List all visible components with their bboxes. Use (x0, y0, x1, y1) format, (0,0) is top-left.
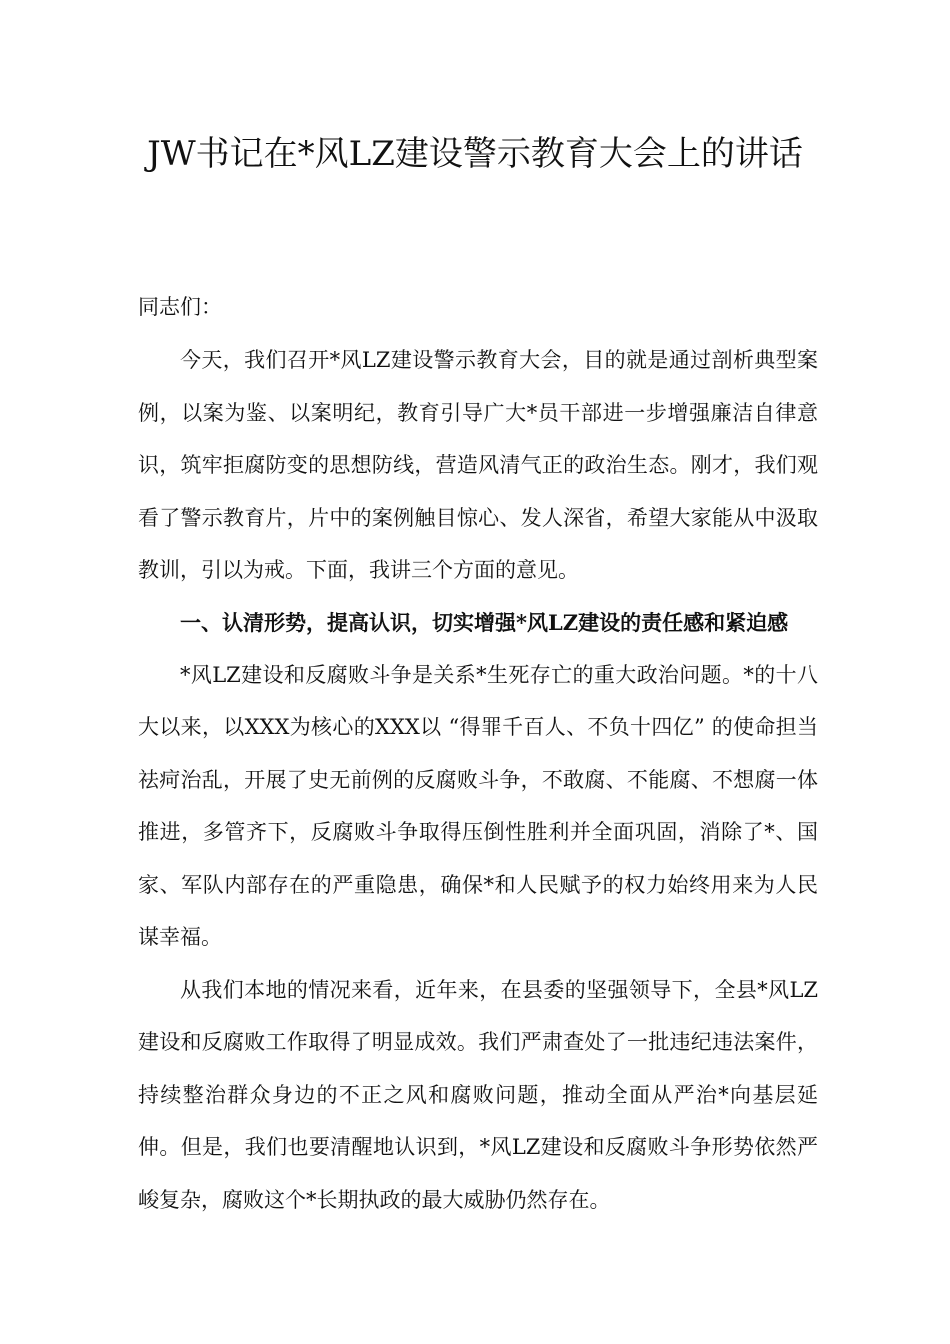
section-paragraph-2: 从我们本地的情况来看，近年来，在县委的坚强领导下，全县*风LZ建设和反腐败工作取得了明显成效。我们严肃查处了一批违纪违法案件，持续整治群众身边的不正之风和腐败问题，推动全面从严治*向基层延伸。但是，我们也要清醒地认识到，*风LZ建设和反腐败斗争形势依然严峻复杂，腐败这个*长期执政的最大威胁仍然存在。 (138, 977, 818, 1212)
document-body (138, 280, 818, 1226)
section-paragraph-1: *风LZ建设和反腐败斗争是关系*生死存亡的重大政治问题。*的十八大以来，以XXX为核心的XXX以 “得罪千百人、不负十四亿” 的使命担当祛疴治乱，开展了史无前例的反腐败斗争，不敢腐、不能腐、不想腐一体推进，多管齐下，反腐败斗争取得压倒性胜利并全面巩固，消除了*、国家、军队内部存在的严重隐患，确保*和人民赋予的权力始终用来为人民谋幸福。 (138, 662, 818, 949)
intro-paragraph: 今天，我们召开*风LZ建设警示教育大会，目的就是通过剖析典型案例，以案为鉴、以案明纪，教育引导广大*员干部进一步增强廉洁自律意识，筑牢拒腐防变的思想防线，营造风清气正的政治生态。刚才，我们观看了警示教育片，片中的案例触目惊心、发人深省，希望大家能从中汲取教训，引以为戒。下面，我讲三个方面的意见。 (138, 348, 818, 582)
section-heading: 一、认清形势，提高认识，切实增强*风LZ建设的责任感和紧迫感 (180, 609, 789, 635)
salutation: 同志们： (138, 295, 222, 319)
document-title: JW书记在*风LZ建设警示教育大会上的讲话 (147, 134, 803, 174)
